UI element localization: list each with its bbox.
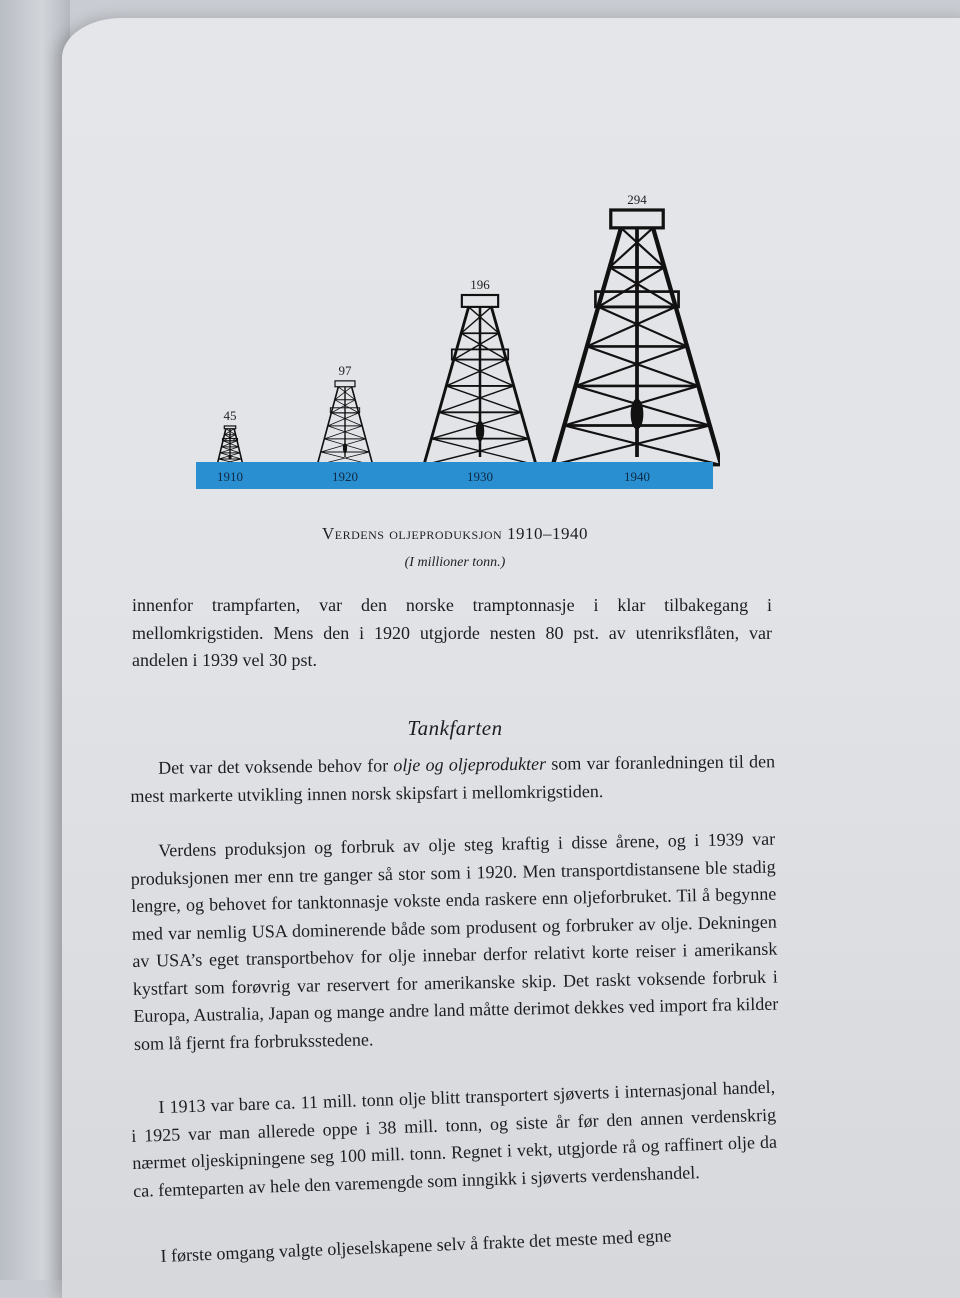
chart-title: Verdens oljeproduksjon 1910–1940 xyxy=(322,524,588,543)
paragraph-oil-companies: I første omgang valgte oljeselskapene selv å frakte det meste med egne xyxy=(160,1225,672,1266)
value-label-1920: 97 xyxy=(338,362,352,378)
paragraph-text: Det var det voksende behov for xyxy=(158,755,394,778)
year-label-1930: 1930 xyxy=(467,469,493,484)
section-heading: Tankfarten xyxy=(407,716,503,740)
chart-subtitle: (I millioner tonn.) xyxy=(404,555,506,570)
value-label-1910: 45 xyxy=(223,407,237,423)
derrick-bar-1930 xyxy=(424,295,536,465)
book-gutter xyxy=(0,0,70,1280)
derrick-bar-1910 xyxy=(217,426,243,465)
year-label-1940: 1940 xyxy=(624,469,650,484)
paragraph-text: som var foranledningen til den mest markerte utvikling innen norsk skipsfart i mellomkrigstiden. xyxy=(130,751,776,806)
year-label-1920: 1920 xyxy=(332,469,358,484)
derrick-bar-1940 xyxy=(553,210,720,465)
emphasis-text: olje og oljeprodukter xyxy=(393,753,547,776)
paragraph-transport: I 1913 var bare ca. 11 mill. tonn olje blitt transportert sjøverts i internasjonal handel, i 1925 var man allerede oppe i 38 mill. tonn, og siste år før den annen verdenskrig nærmet oljeskipningene seg 100 mill. tonn. Regnet i vekt, utgjorde rå og raffinert olje da ca. femteparten av hele den varemengde som inngikk i sjøverts verdenshandel. xyxy=(131,1076,778,1201)
year-label-1910: 1910 xyxy=(217,469,243,484)
paragraph-intro: innenfor trampfarten, var den norske tramptonnasje i klar tilbakegang i mellomkrigstiden. Mens den i 1920 utgjorde nesten 80 pst. av utenriksflåten, var andelen i 1939 vel 30 pst. xyxy=(132,595,772,670)
value-label-1930: 196 xyxy=(470,277,490,292)
oil-production-chart xyxy=(190,185,720,495)
paragraph-tankfarten xyxy=(130,748,776,810)
value-label-1940: 294 xyxy=(627,192,647,207)
paragraph-production: Verdens produksjon og forbruk av olje steg kraftig i disse årene, og i 1939 var produksjonen mer enn tre ganger så stor som i 1920. Men transportdistansene ble stadig lengre, og behovet for tanktonnasje vokste enda raskere enn oljeforbruket. Til å begynne med var nemlig USA dominerende både som produsent og forbruker av olje. Dekningen av USA’s eget transportbehov for olje innebar derfor relativt korte reiser i amerikansk kystfart som forøvrig var reservert for amerikanske skip. Det raskt voksende forbruk i Europa, Australia, Japan og mange andre land måtte derimot dekkes ved import fra kilder som lå fjernt fra forbruksstedene. xyxy=(130,828,779,1054)
derrick-bar-1920 xyxy=(317,381,373,465)
